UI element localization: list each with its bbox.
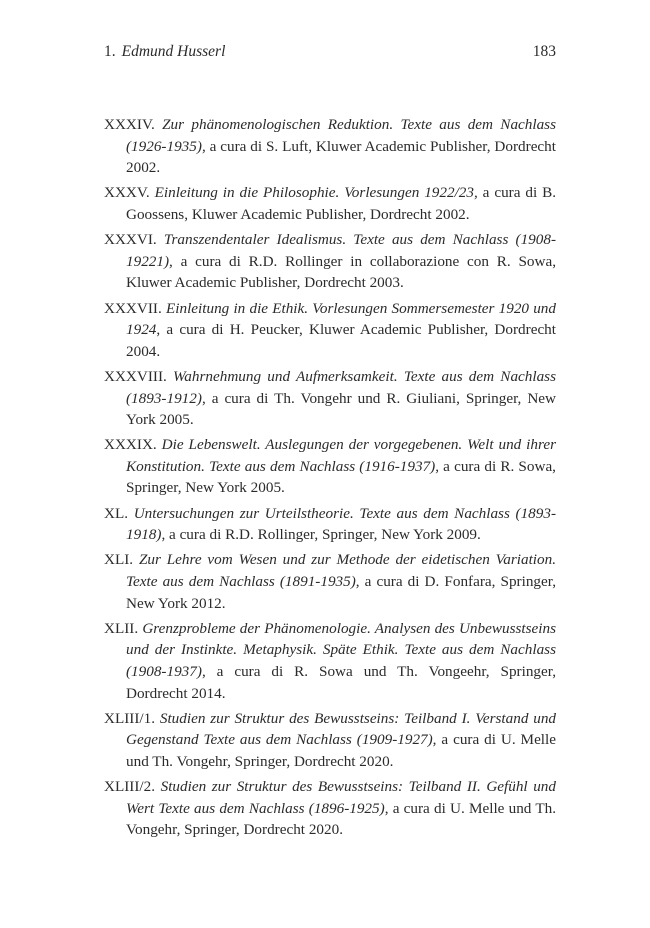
entry-title: Einleitung in die Philosophie. Vorlesungen 1922/23: [154, 184, 474, 202]
entry-numeral: XLIII/1.: [104, 709, 156, 727]
entry-publication: a cura di U. Melle und Th. Vongehr, Springer, Dordrecht 2020.: [126, 731, 556, 770]
bibliography-entry: [104, 503, 556, 546]
entry-numeral: XLI.: [104, 551, 134, 569]
entry-numeral: XLIII/2.: [104, 778, 156, 796]
bibliography-entry: [104, 229, 556, 294]
bibliography-entry: [104, 182, 556, 225]
bibliography-entry: [104, 618, 556, 704]
entry-title: Wahrnehmung und Aufmerksamkeit. Texte aus dem Nachlass (1893-1912): [126, 367, 557, 407]
entry-numeral: XXXVI.: [104, 231, 157, 249]
entry-title: Zur phänomenologischen Reduktion. Texte aus dem Nachlass (1926-1935): [126, 116, 557, 155]
running-head-chapter: [104, 40, 225, 64]
entry-numeral: XXXV.: [104, 184, 150, 202]
entry-numeral: XXXIX.: [104, 436, 157, 454]
bibliography-entry: [104, 549, 556, 614]
entry-title: Transzendentaler Idealismus. Texte aus dem Nachlass (1908-19221): [126, 231, 557, 270]
page-number: 183: [532, 43, 556, 60]
entry-publication: , a cura di Th. Vongehr und R. Giuliani, Springer, New York 2005.: [126, 389, 556, 429]
running-head: [104, 40, 556, 64]
entry-publication: , a cura di U. Melle und Th. Vongehr, Springer, Dordrecht 2020.: [126, 799, 556, 839]
entry-title: Untersuchungen zur Urteilstheorie. Texte aus dem Nachlass (1893-1918): [126, 504, 556, 544]
entry-title: Studien zur Struktur des Bewusstseins: Teilband I. Verstand und Gegenstand Texte aus dem Nachlass (1909-1927),: [126, 709, 557, 749]
bibliography-entry: [104, 298, 556, 363]
chapter-number: 1.: [104, 43, 116, 60]
entry-numeral: XXXVIII.: [104, 367, 167, 385]
entry-publication: , a cura di R. Sowa, Springer, New York 2005.: [126, 457, 556, 497]
bibliography-entry: [104, 776, 556, 841]
entry-numeral: XXXVII.: [104, 299, 162, 317]
chapter-title: Edmund Husserl: [121, 43, 226, 60]
entry-numeral: XXXIV.: [104, 116, 155, 133]
bibliography-entry: [104, 434, 556, 499]
entry-publication: , a cura di R.D. Rollinger, Springer, New York 2009.: [161, 526, 481, 544]
entry-publication: , a cura di B. Goossens, Kluwer Academic Publisher, Dordrecht 2002.: [126, 184, 556, 223]
entry-publication: , a cura di D. Fonfara, Springer, New York 2012.: [126, 573, 556, 612]
entry-title: Grenzprobleme der Phänomenologie. Analysen des Unbewusstseins und der Instinkte. Metaphysik. Späte Ethik. Texte aus dem Nachlass (1908-1937): [126, 619, 556, 680]
entry-title: Einleitung in die Ethik. Vorlesungen Sommersemester 1920 und 1924: [126, 299, 556, 339]
entry-title: Zur Lehre vom Wesen und zur Methode der eidetischen Variation. Texte aus dem Nachlass (1891-1935): [126, 551, 557, 591]
bibliography-list: [104, 114, 556, 845]
entry-publication: , a cura di H. Peucker, Kluwer Academic Publisher, Dordrecht 2004.: [126, 321, 556, 360]
entry-publication: , a cura di R.D. Rollinger in collaborazione con R. Sowa, Kluwer Academic Publisher, Dordrecht 2003.: [126, 252, 556, 292]
entry-numeral: XLII.: [104, 619, 139, 637]
entry-publication: , a cura di R. Sowa und Th. Vongeehr, Springer, Dordrecht 2014.: [126, 663, 556, 702]
entry-title: Die Lebenswelt. Auslegungen der vorgegebenen. Welt und ihrer Konstitution. Texte aus dem Nachlass (1916-1937): [126, 436, 556, 475]
bibliography-entry: [104, 366, 556, 431]
bibliography-entry: [104, 114, 556, 179]
entry-title: Studien zur Struktur des Bewusstseins: Teilband II. Gefühl und Wert Texte aus dem Nachlass (1896-1925): [126, 778, 556, 817]
entry-publication: , a cura di S. Luft, Kluwer Academic Publisher, Dordrecht 2002.: [126, 137, 556, 177]
bibliography-entry: [104, 708, 556, 773]
entry-numeral: XL.: [104, 504, 129, 522]
